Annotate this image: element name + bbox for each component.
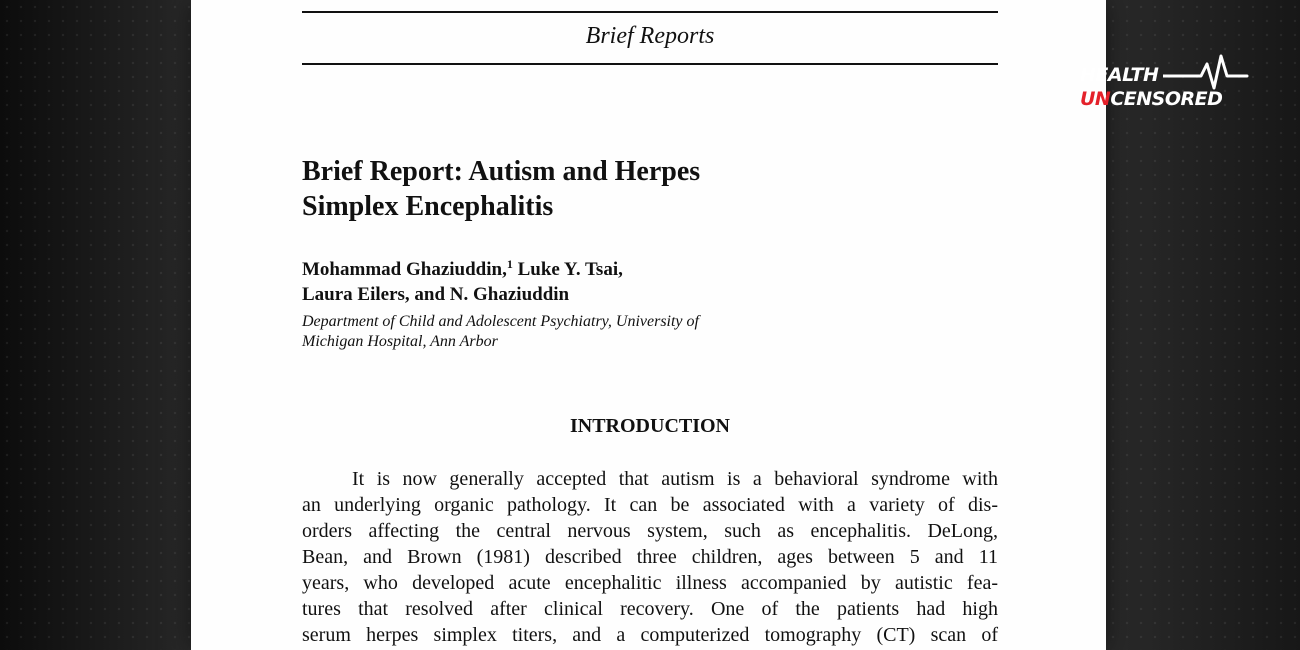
logo-text: CENSORED xyxy=(1110,88,1223,110)
header-rule-bottom xyxy=(302,63,998,65)
paper-page xyxy=(191,0,1106,650)
logo-line-2 xyxy=(1080,90,1222,109)
body-line: orders affecting the central nervous system, such as encephalitis. DeLong, xyxy=(302,520,998,542)
affiliation-line: Department of Child and Adolescent Psychiatry, University of xyxy=(302,313,699,330)
title-line: Simplex Encephalitis xyxy=(302,191,554,222)
title-line: Brief Report: Autism and Herpes xyxy=(302,156,701,187)
body-paragraph xyxy=(302,466,998,648)
body-line: serum herpes simplex titers, and a computerized tomography (CT) scan of xyxy=(302,624,998,646)
footnote-mark: 1 xyxy=(506,257,513,271)
affiliation-line: Michigan Hospital, Ann Arbor xyxy=(302,333,498,350)
author-name: Luke Y. Tsai, xyxy=(512,259,623,280)
body-line: Bean, and Brown (1981) described three children, ages between 5 and 11 xyxy=(302,546,998,568)
body-line: It is now generally accepted that autism is a behavioral syndrome with xyxy=(352,468,998,490)
author-name: Laura Eilers, and N. Ghaziuddin xyxy=(302,284,570,305)
affiliation xyxy=(302,312,782,352)
body-line: tures that resolved after clinical recovery. One of the patients had high xyxy=(302,598,998,620)
logo-line-1: HEALTH xyxy=(1080,64,1159,86)
author-name: Mohammad Ghaziuddin, xyxy=(302,259,507,280)
author-list xyxy=(302,257,822,307)
logo-accent-text: UN xyxy=(1080,88,1111,110)
header-rule-top xyxy=(302,11,998,13)
body-line: years, who developed acute encephalitic illness accompanied by autistic fea- xyxy=(302,572,998,594)
health-uncensored-logo xyxy=(1078,54,1250,118)
body-line: an underlying organic pathology. It can be associated with a variety of dis- xyxy=(302,494,998,516)
running-head: Brief Reports xyxy=(585,23,715,49)
section-heading: INTRODUCTION xyxy=(569,415,731,437)
article-title xyxy=(302,154,862,224)
